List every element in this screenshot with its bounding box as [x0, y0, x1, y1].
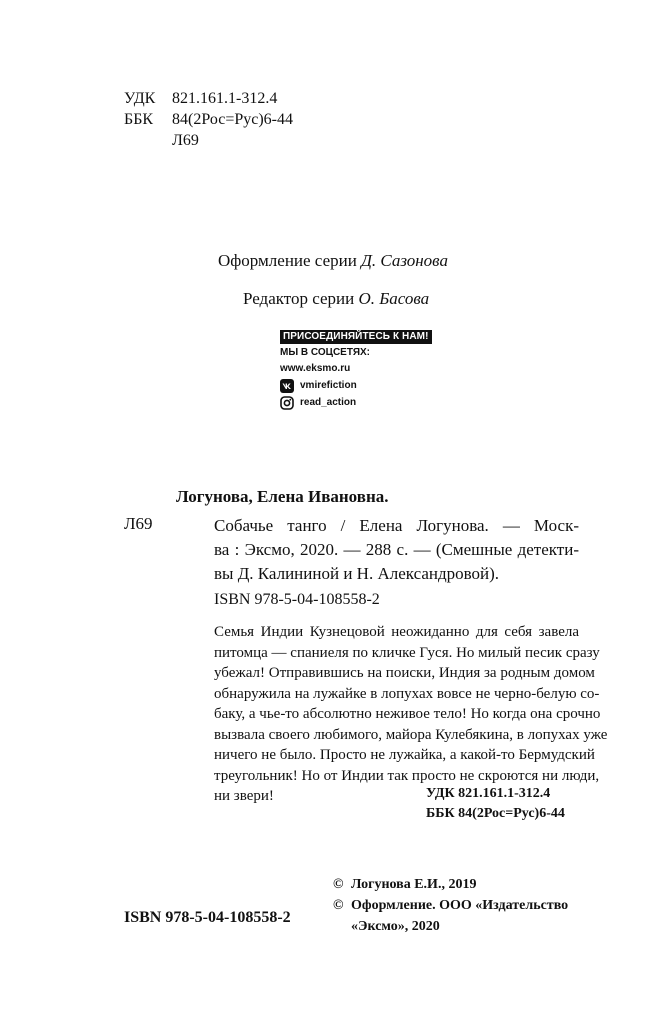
copyright-symbol: ©	[333, 877, 344, 892]
copyright-design-cont	[333, 916, 568, 937]
author-mark-row	[124, 130, 293, 151]
social-banner: ПРИСОЕДИНЯЙТЕСЬ К НАМ!	[280, 330, 432, 344]
website-link[interactable]: www.eksmo.ru	[280, 363, 351, 374]
abstract-line: баку, а чье-то абсолютно неживое тело! Но когда она срочно	[214, 706, 601, 722]
udk-row	[124, 88, 293, 109]
social-subtitle: МЫ В СОЦСЕТЯХ:	[280, 347, 371, 358]
copyright-design-text-cont: «Эксмо», 2020	[351, 919, 440, 934]
copyright-author-text: Логунова Е.И., 2019	[351, 877, 477, 892]
abstract-line: Семья Индии Кузнецовой неожиданно для себя завела	[214, 624, 579, 640]
vk-icon	[280, 379, 294, 393]
abstract-line: убежал! Отправившись на поиски, Индия за родным домом	[214, 665, 595, 681]
bbk-label: ББК	[124, 111, 154, 128]
description-line: вы Д. Калининой и Н. Александровой).	[214, 564, 500, 583]
catalog-author: Логунова, Елена Ивановна.	[176, 487, 389, 506]
abstract-line: вызвала своего любимого, майора Кулебякина, в лопухах уже	[214, 726, 608, 743]
series-design-credit	[218, 250, 448, 272]
abstract-line: ничего не было. Просто не лужайка, а какой-то Бермудский	[214, 747, 595, 763]
vk-handle: vmirefiction	[300, 380, 357, 391]
vk-link[interactable]	[280, 377, 432, 394]
instagram-icon	[280, 396, 294, 410]
udk-value: 821.161.1-312.4	[172, 90, 278, 107]
copyright-block	[333, 874, 568, 937]
book-abstract	[214, 622, 608, 807]
description-line: Собачье танго / Елена Логунова. — Моск-	[214, 516, 579, 535]
catalog-cipher: Л69	[124, 514, 153, 533]
classification-block-bottom	[426, 784, 565, 824]
series-editor-credit	[243, 288, 429, 310]
series-editor-label: Редактор серии	[243, 289, 355, 308]
classification-block-top	[124, 88, 293, 151]
series-editor-name: О. Басова	[358, 289, 430, 308]
udk-label: УДК	[124, 90, 156, 107]
abstract-line: ни звери!	[214, 788, 274, 804]
isbn-bottom: ISBN 978-5-04-108558-2	[124, 909, 291, 926]
description-line: ва : Эксмо, 2020. — 288 с. — (Смешные детекти-	[214, 540, 579, 559]
catalog-isbn: ISBN 978-5-04-108558-2	[214, 591, 380, 608]
bbk-value: 84(2Рос=Рус)6-44	[172, 111, 294, 128]
bbk-row	[124, 109, 293, 130]
instagram-link[interactable]	[280, 394, 432, 411]
instagram-handle: read_action	[300, 397, 357, 408]
abstract-line: треугольник! Но от Индии так просто не скроются ни люди,	[214, 767, 600, 784]
catalog-description	[214, 514, 579, 586]
copyright-design	[333, 895, 568, 916]
copyright-author	[333, 874, 568, 895]
copyright-design-text: Оформление. ООО «Издательство	[351, 898, 569, 913]
abstract-line: обнаружила на лужайке в лопухах вовсе не черно-белую со-	[214, 685, 600, 702]
udk-bottom: УДК 821.161.1-312.4	[426, 786, 551, 801]
abstract-line: питомца — спаниеля по кличке Гуся. Но милый песик сразу	[214, 644, 600, 661]
copyright-symbol: ©	[333, 898, 344, 913]
series-design-name: Д. Сазонова	[361, 251, 448, 270]
author-mark: Л69	[172, 132, 199, 149]
social-block	[280, 329, 432, 411]
bbk-bottom: ББК 84(2Рос=Рус)6-44	[426, 806, 565, 821]
series-design-label: Оформление серии	[218, 251, 357, 270]
